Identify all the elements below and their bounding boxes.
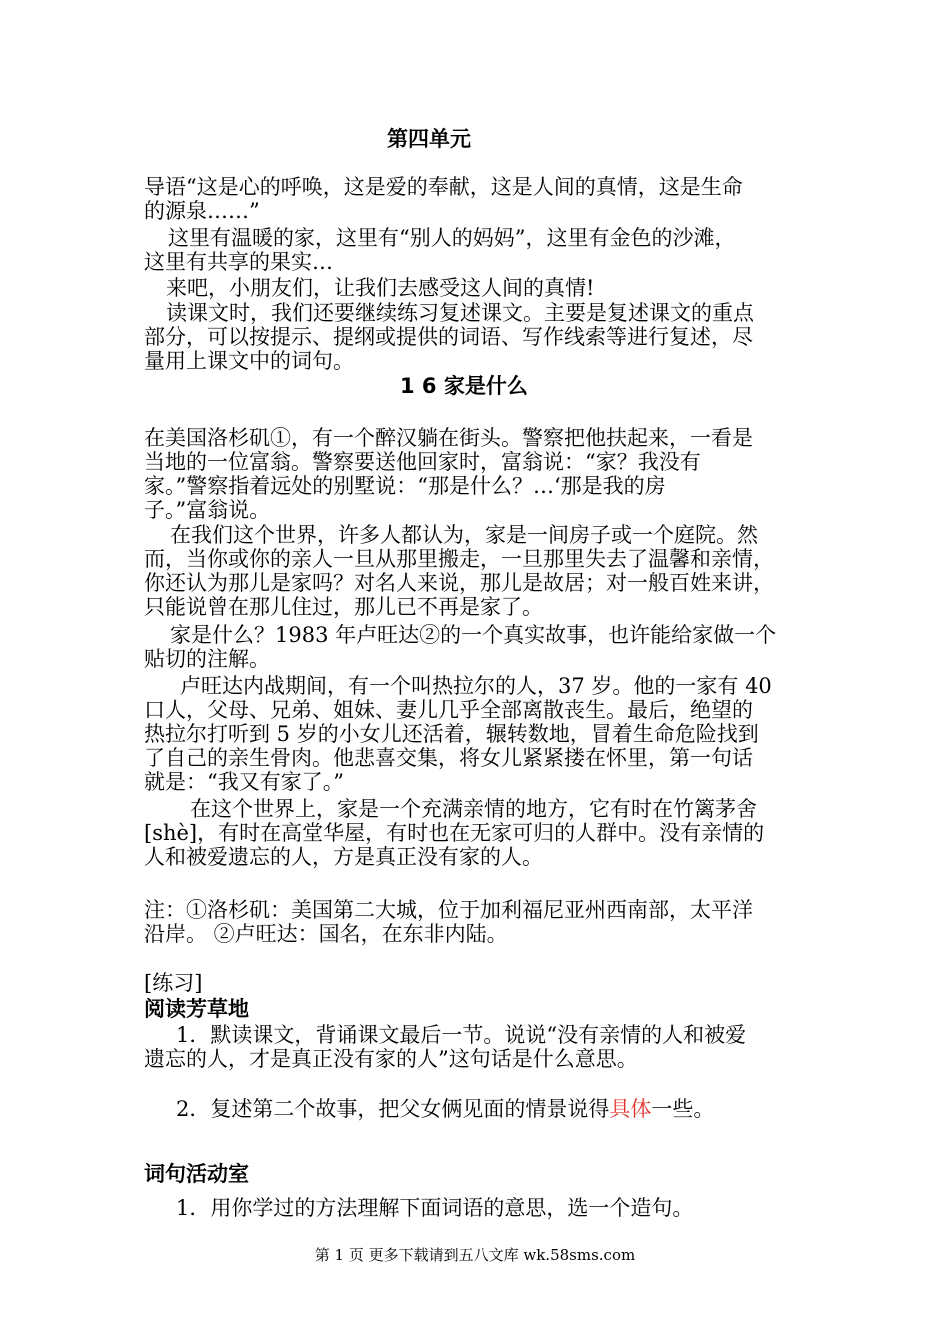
text-line: 而，当你或你的亲人一旦从那里搬走，一旦那里失去了温馨和亲情， (144, 547, 774, 571)
text-line: 热拉尔打听到 5 岁的小女儿还活着，辗转数地，冒着生命危险找到 (144, 722, 759, 746)
unit-title: 第四单元 (387, 127, 471, 151)
intro-line: 这里有温暖的家，这里有“别人的妈妈”，这里有金色的沙滩， (168, 226, 736, 250)
intro-line: 量用上课文中的词句。 (144, 349, 354, 373)
question-text: 2．复述第二个故事，把父女俩见面的情景说得 (176, 1097, 610, 1121)
text-line: 你还认为那儿是家吗？对名人来说，那儿是故居；对一般百姓来讲， (144, 571, 774, 595)
text-line: 当地的一位富翁。警察要送他回家时，富翁说：“家？我没有 (144, 450, 701, 474)
reading-heading: 阅读芳草地 (144, 997, 249, 1021)
page-footer: 第 1 页 更多下载请到五八文库 wk.58sms.com (314, 1246, 636, 1264)
text-line: 家。”警察指着远处的别墅说：“那是什么？…‘那是我的房 (144, 474, 666, 498)
intro-line: 来吧，小朋友们，让我们去感受这人间的真情! (166, 276, 595, 300)
text-line: 贴切的注解。 (144, 647, 270, 671)
question-line (176, 1096, 714, 1122)
text-line: [shè]，有时在高堂华屋，有时也在无家可归的人群中。没有亲情的 (144, 821, 765, 845)
text-line: 在我们这个世界，许多人都认为，家是一间房子或一个庭院。然 (170, 523, 758, 547)
text-line: 子。”富翁说。 (144, 498, 271, 522)
exercise-label: [练习] (144, 971, 203, 995)
intro-line: 导语“这是心的呼唤，这是爱的奉献，这是人间的真情，这是生命 (144, 175, 743, 199)
question-text: 一些。 (651, 1097, 715, 1121)
question-line: 1．用你学过的方法理解下面词语的意思，选一个造句。 (176, 1196, 694, 1220)
lesson-title: 1 6 家是什么 (400, 374, 528, 398)
question-line: 遗忘的人，才是真正没有家的人”这句话是什么意思。 (144, 1047, 638, 1071)
intro-line: 这里有共享的果实… (144, 250, 333, 274)
text-line: 在这个世界上，家是一个充满亲情的地方，它有时在竹篱茅舍 (190, 797, 757, 821)
intro-line: 部分，可以按提示、提纲或提供的词语、写作线索等进行复述，尽 (144, 325, 753, 349)
text-line: 口人，父母、兄弟、姐妹、妻儿几乎全部离散丧生。最后，绝望的 (144, 698, 753, 722)
text-line: 只能说曾在那儿住过，那儿已不再是家了。 (144, 595, 543, 619)
text-line: 了自己的亲生骨肉。他悲喜交集，将女儿紧紧搂在怀里，第一句话 (144, 746, 753, 770)
note-line: 沿岸。 ②卢旺达：国名，在东非内陆。 (144, 922, 508, 946)
text-line: 就是：“我又有家了。” (144, 770, 344, 794)
text-line: 卢旺达内战期间，有一个叫热拉尔的人，37 岁。他的一家有 40 (180, 674, 772, 698)
text-line: 人和被爱遗忘的人，方是真正没有家的人。 (144, 845, 543, 869)
question-line: 1．默读课文，背诵课文最后一节。说说“没有亲情的人和被爱 (176, 1023, 747, 1047)
highlight-text: 具体 (609, 1097, 652, 1121)
text-line: 在美国洛杉矶①，有一个醉汉躺在街头。警察把他扶起来，一看是 (144, 426, 753, 450)
text-line: 家是什么？1983 年卢旺达②的一个真实故事，也许能给家做一个 (170, 623, 777, 647)
intro-line: 读课文时，我们还要继续练习复述课文。主要是复述课文的重点 (166, 301, 754, 325)
words-heading: 词句活动室 (144, 1162, 249, 1186)
note-line: 注：①洛杉矶：美国第二大城，位于加利福尼亚州西南部，太平洋 (144, 898, 753, 922)
intro-line: 的源泉……” (144, 199, 260, 223)
